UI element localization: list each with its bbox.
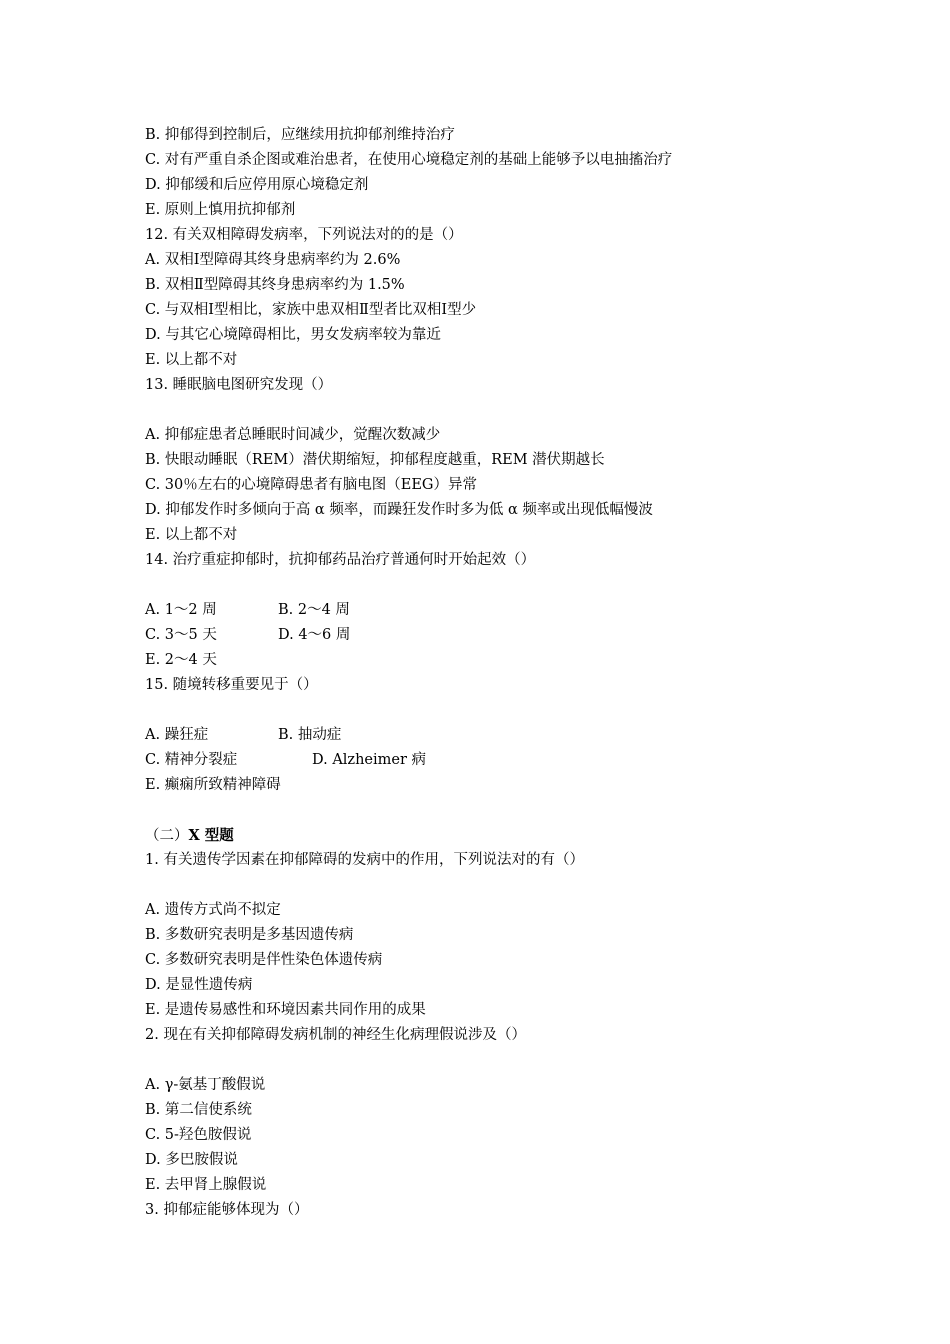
q13-option-d: D. 抑郁发作时多倾向于高 α 频率，而躁狂发作时多为低 α 频率或出现低幅慢波 bbox=[145, 502, 653, 518]
x1-option-e: E. 是遗传易感性和环境因素共同作用的成果 bbox=[145, 1002, 426, 1018]
q14-option-d: D. 4～6 周 bbox=[278, 627, 351, 643]
q11-option-c: C. 对有严重自杀企图或难治患者，在使用心境稳定剂的基础上能够予以电抽搐治疗 bbox=[145, 152, 673, 168]
q15-row-ab bbox=[145, 723, 845, 748]
document-page bbox=[145, 123, 845, 1223]
q14-row-ab bbox=[145, 598, 845, 623]
section-heading-lead: （二） bbox=[145, 828, 189, 844]
x2-option-d: D. 多巴胺假说 bbox=[145, 1152, 238, 1168]
q15-option-c: C. 精神分裂症 bbox=[145, 752, 238, 768]
q12-option-e: E. 以上都不对 bbox=[145, 352, 238, 368]
blank-line bbox=[145, 573, 845, 598]
section-heading-title: X 型题 bbox=[188, 827, 234, 844]
q15-option-e: E. 癫痫所致精神障碍 bbox=[145, 777, 281, 793]
q15-row-cd bbox=[145, 748, 845, 773]
q13-option-a: A. 抑郁症患者总睡眠时间减少，觉醒次数减少 bbox=[145, 427, 441, 443]
q15-option-a: A. 躁狂症 bbox=[145, 727, 209, 743]
q13-option-c: C. 30％左右的心境障碍患者有脑电图（EEG）异常 bbox=[145, 477, 477, 493]
q14-option-a: A. 1～2 周 bbox=[145, 602, 217, 618]
x1-option-d: D. 是显性遗传病 bbox=[145, 977, 253, 993]
q11-option-b: B. 抑郁得到控制后，应继续用抗抑郁剂维持治疗 bbox=[145, 127, 455, 143]
x2-option-c: C. 5-羟色胺假说 bbox=[145, 1127, 252, 1143]
x3-stem: 3. 抑郁症能够体现为（） bbox=[145, 1202, 309, 1218]
q15-option-d: D. Alzheimer 病 bbox=[312, 752, 427, 768]
x2-option-a: A. γ-氨基丁酸假说 bbox=[145, 1077, 266, 1093]
q13-option-e: E. 以上都不对 bbox=[145, 527, 238, 543]
x2-option-b: B. 第二信使系统 bbox=[145, 1102, 252, 1118]
q14-row-cd bbox=[145, 623, 845, 648]
q12-option-c: C. 与双相Ⅰ型相比，家族中患双相Ⅱ型者比双相Ⅰ型少 bbox=[145, 302, 477, 318]
q12-option-a: A. 双相Ⅰ型障碍其终身患病率约为 2.6% bbox=[145, 252, 401, 268]
q13-option-b: B. 快眼动睡眠（REM）潜伏期缩短，抑郁程度越重，REM 潜伏期越长 bbox=[145, 452, 605, 468]
q14-stem: 14. 治疗重症抑郁时，抗抑郁药品治疗普通何时开始起效（） bbox=[145, 552, 536, 568]
q14-option-b: B. 2～4 周 bbox=[278, 602, 350, 618]
q11-option-e: E. 原则上慎用抗抑郁剂 bbox=[145, 202, 296, 218]
x1-option-a: A. 遗传方式尚不拟定 bbox=[145, 902, 281, 918]
blank-line bbox=[145, 1048, 845, 1073]
blank-line bbox=[145, 698, 845, 723]
x1-option-c: C. 多数研究表明是伴性染色体遗传病 bbox=[145, 952, 383, 968]
x1-option-b: B. 多数研究表明是多基因遗传病 bbox=[145, 927, 354, 943]
blank-line bbox=[145, 798, 845, 823]
section-heading-x bbox=[145, 823, 845, 848]
x2-option-e: E. 去甲肾上腺假说 bbox=[145, 1177, 267, 1193]
q14-option-c: C. 3～5 天 bbox=[145, 627, 217, 643]
q13-stem: 13. 睡眠脑电图研究发现（） bbox=[145, 377, 333, 393]
blank-line bbox=[145, 398, 845, 423]
q11-option-d: D. 抑郁缓和后应停用原心境稳定剂 bbox=[145, 177, 369, 193]
q15-stem: 15. 随境转移重要见于（） bbox=[145, 677, 318, 693]
q12-option-b: B. 双相Ⅱ型障碍其终身患病率约为 1.5% bbox=[145, 277, 405, 293]
q12-option-d: D. 与其它心境障碍相比，男女发病率较为靠近 bbox=[145, 327, 441, 343]
blank-line bbox=[145, 873, 845, 898]
q14-option-e: E. 2～4 天 bbox=[145, 652, 217, 668]
q15-option-b: B. 抽动症 bbox=[278, 727, 342, 743]
x1-stem: 1. 有关遗传学因素在抑郁障碍的发病中的作用，下列说法对的有（） bbox=[145, 852, 584, 868]
q12-stem: 12. 有关双相障碍发病率，下列说法对的的是（） bbox=[145, 227, 463, 243]
x2-stem: 2. 现在有关抑郁障碍发病机制的神经生化病理假说涉及（） bbox=[145, 1027, 526, 1043]
